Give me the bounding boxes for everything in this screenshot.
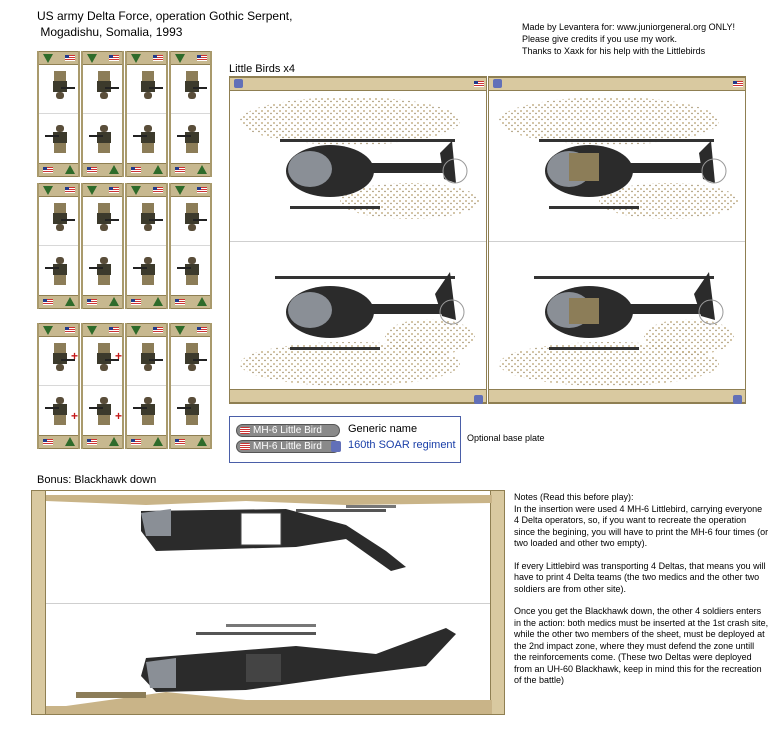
soldier-figure [51,343,69,371]
legend-soar-regiment: 160th SOAR regiment [348,439,456,451]
medic-cross-icon: + [115,349,123,363]
soldier-figure [183,257,201,285]
notes-paragraph: If every Littlebird was transporting 4 Deltas, that means you will have to print 4 Delta teams (the two medics and the other two soldiers are from other site). [514,560,766,594]
unit-badge-icon [234,79,243,88]
soldier-counter [81,51,124,177]
unit-insignia-icon [87,186,97,195]
soldier-counter [125,183,168,309]
unit-insignia-icon [153,437,163,446]
us-flag-icon [65,55,75,61]
us-flag-icon [197,55,207,61]
soldier-counter [81,183,124,309]
little-bird-helicopter-loaded [489,91,747,241]
unit-insignia-icon [131,326,141,335]
soldier-figure [139,257,157,285]
credits-line: Thanks to Xaxk for his help with the Littlebirds [522,46,706,56]
soldier-figure [51,125,69,153]
us-flag-icon [153,55,163,61]
blackhawk-panel [31,490,505,715]
base-plate-legend [229,416,461,463]
credits-line: Made by Levantera for: www.juniorgeneral.org ONLY! [522,22,735,32]
credits-line: Please give credits if you use my work. [522,34,678,44]
unit-insignia-icon [43,54,53,63]
soldier-figure [183,397,201,425]
soldier-figure [139,71,157,99]
page-title: US army Delta Force, operation Gothic Serpent, Mogadishu, Somalia, 1993 [37,9,293,39]
blackhawk-crashed [46,604,492,716]
soldier-figure [139,203,157,231]
soldier-sheet [37,183,213,309]
unit-insignia-icon [65,437,75,446]
soldier-figure [183,203,201,231]
unit-insignia-icon [175,54,185,63]
medic-cross-icon: + [115,409,123,423]
us-flag-icon [474,81,484,87]
soldier-figure [95,343,113,371]
us-flag-icon [43,299,53,305]
legend-generic-name: Generic name [348,423,418,435]
soldier-figure [51,71,69,99]
us-flag-icon [153,187,163,193]
unit-insignia-icon [43,186,53,195]
unit-insignia-icon [87,54,97,63]
unit-insignia-icon [65,297,75,306]
soldier-figure [95,397,113,425]
little-bird-helicopter [230,91,488,241]
us-flag-icon [109,55,119,61]
notes-paragraph: Once you get the Blackhawk down, the other 4 soldiers enters in the action: both medics must be inserted at the 1st crash site, while the other two members of the sheet, must be deployed at the 2nd impact zone, where they must defend the zone untill the reinforcements come. (These two Deltas were deployed from an UH-60 Blackhawk, keep in mind this for the recreation of the battle) [514,606,769,685]
us-flag-icon [153,327,163,333]
unit-insignia-icon [109,437,119,446]
soldier-figure [51,203,69,231]
unit-insignia-icon [109,297,119,306]
us-flag-icon [65,187,75,193]
unit-badge-icon [493,79,502,88]
unit-insignia-icon [87,326,97,335]
us-flag-icon [131,299,141,305]
us-flag-icon [87,299,97,305]
soldier-counter [169,183,212,309]
soldier-figure [95,257,113,285]
soldier-figure [95,125,113,153]
us-flag-icon [43,167,53,173]
soldier-counter [81,323,124,449]
unit-insignia-icon [175,326,185,335]
us-flag-icon [65,327,75,333]
little-birds-title: Little Birds x4 [229,63,296,75]
blackhawk-crashed-inverted [46,491,492,603]
soldier-figure [51,397,69,425]
soldier-sheet [37,51,213,177]
us-flag-icon [240,443,250,450]
unit-insignia-icon [131,54,141,63]
unit-insignia-icon [43,326,53,335]
soldier-figure [95,203,113,231]
us-flag-icon [197,187,207,193]
little-bird-helicopter [230,242,488,392]
notes-block [514,492,769,698]
optional-base-plate-label: Optional base plate [467,433,545,443]
unit-insignia-icon [197,437,207,446]
little-bird-helicopter-loaded [489,242,747,392]
notes-heading: Notes (Read this before play): [514,492,634,502]
unit-badge-icon [331,441,341,452]
soldier-figure [183,343,201,371]
unit-insignia-icon [197,165,207,174]
soldier-counter [169,51,212,177]
us-flag-icon [87,167,97,173]
soldier-sheet [37,323,213,449]
soldier-counter [125,51,168,177]
unit-insignia-icon [131,186,141,195]
us-flag-icon [131,439,141,445]
us-flag-icon [109,327,119,333]
soldier-figure [51,257,69,285]
soldier-figure [183,71,201,99]
soldier-counter [37,323,80,449]
credits-block [522,21,735,57]
us-flag-icon [43,439,53,445]
bonus-title: Bonus: Blackhawk down [37,474,157,486]
us-flag-icon [87,439,97,445]
unit-badge-icon [733,395,742,404]
little-bird-panel-left [229,76,487,404]
unit-insignia-icon [153,297,163,306]
us-flag-icon [175,167,185,173]
us-flag-icon [175,299,185,305]
us-flag-icon [109,187,119,193]
soldier-figure [183,125,201,153]
soldier-counter [37,51,80,177]
soldier-figure [139,125,157,153]
unit-insignia-icon [175,186,185,195]
soldier-counter [37,183,80,309]
mh6-generic-plate: MH-6 Little Bird [236,424,340,437]
notes-paragraph: In the insertion were used 4 MH-6 Littlebird, carrying everyone 4 Delta operators, so, if you want to recreate the operation since the begining, you will have to print the MH-6 four times (or two loaded and other two empty). [514,503,769,548]
us-flag-icon [733,81,743,87]
unit-insignia-icon [153,165,163,174]
unit-insignia-icon [197,297,207,306]
soldier-figure [95,71,113,99]
soldier-figure [139,397,157,425]
soldier-counter [169,323,212,449]
soldier-counter [125,323,168,449]
us-flag-icon [131,167,141,173]
medic-cross-icon: + [71,349,79,363]
us-flag-icon [240,427,250,434]
us-flag-icon [175,439,185,445]
us-flag-icon [197,327,207,333]
unit-badge-icon [474,395,483,404]
medic-cross-icon: + [71,409,79,423]
unit-insignia-icon [65,165,75,174]
mh6-soar-plate: MH-6 Little Bird [236,440,340,453]
soldier-figure [139,343,157,371]
little-bird-panel-right [488,76,746,404]
unit-insignia-icon [109,165,119,174]
